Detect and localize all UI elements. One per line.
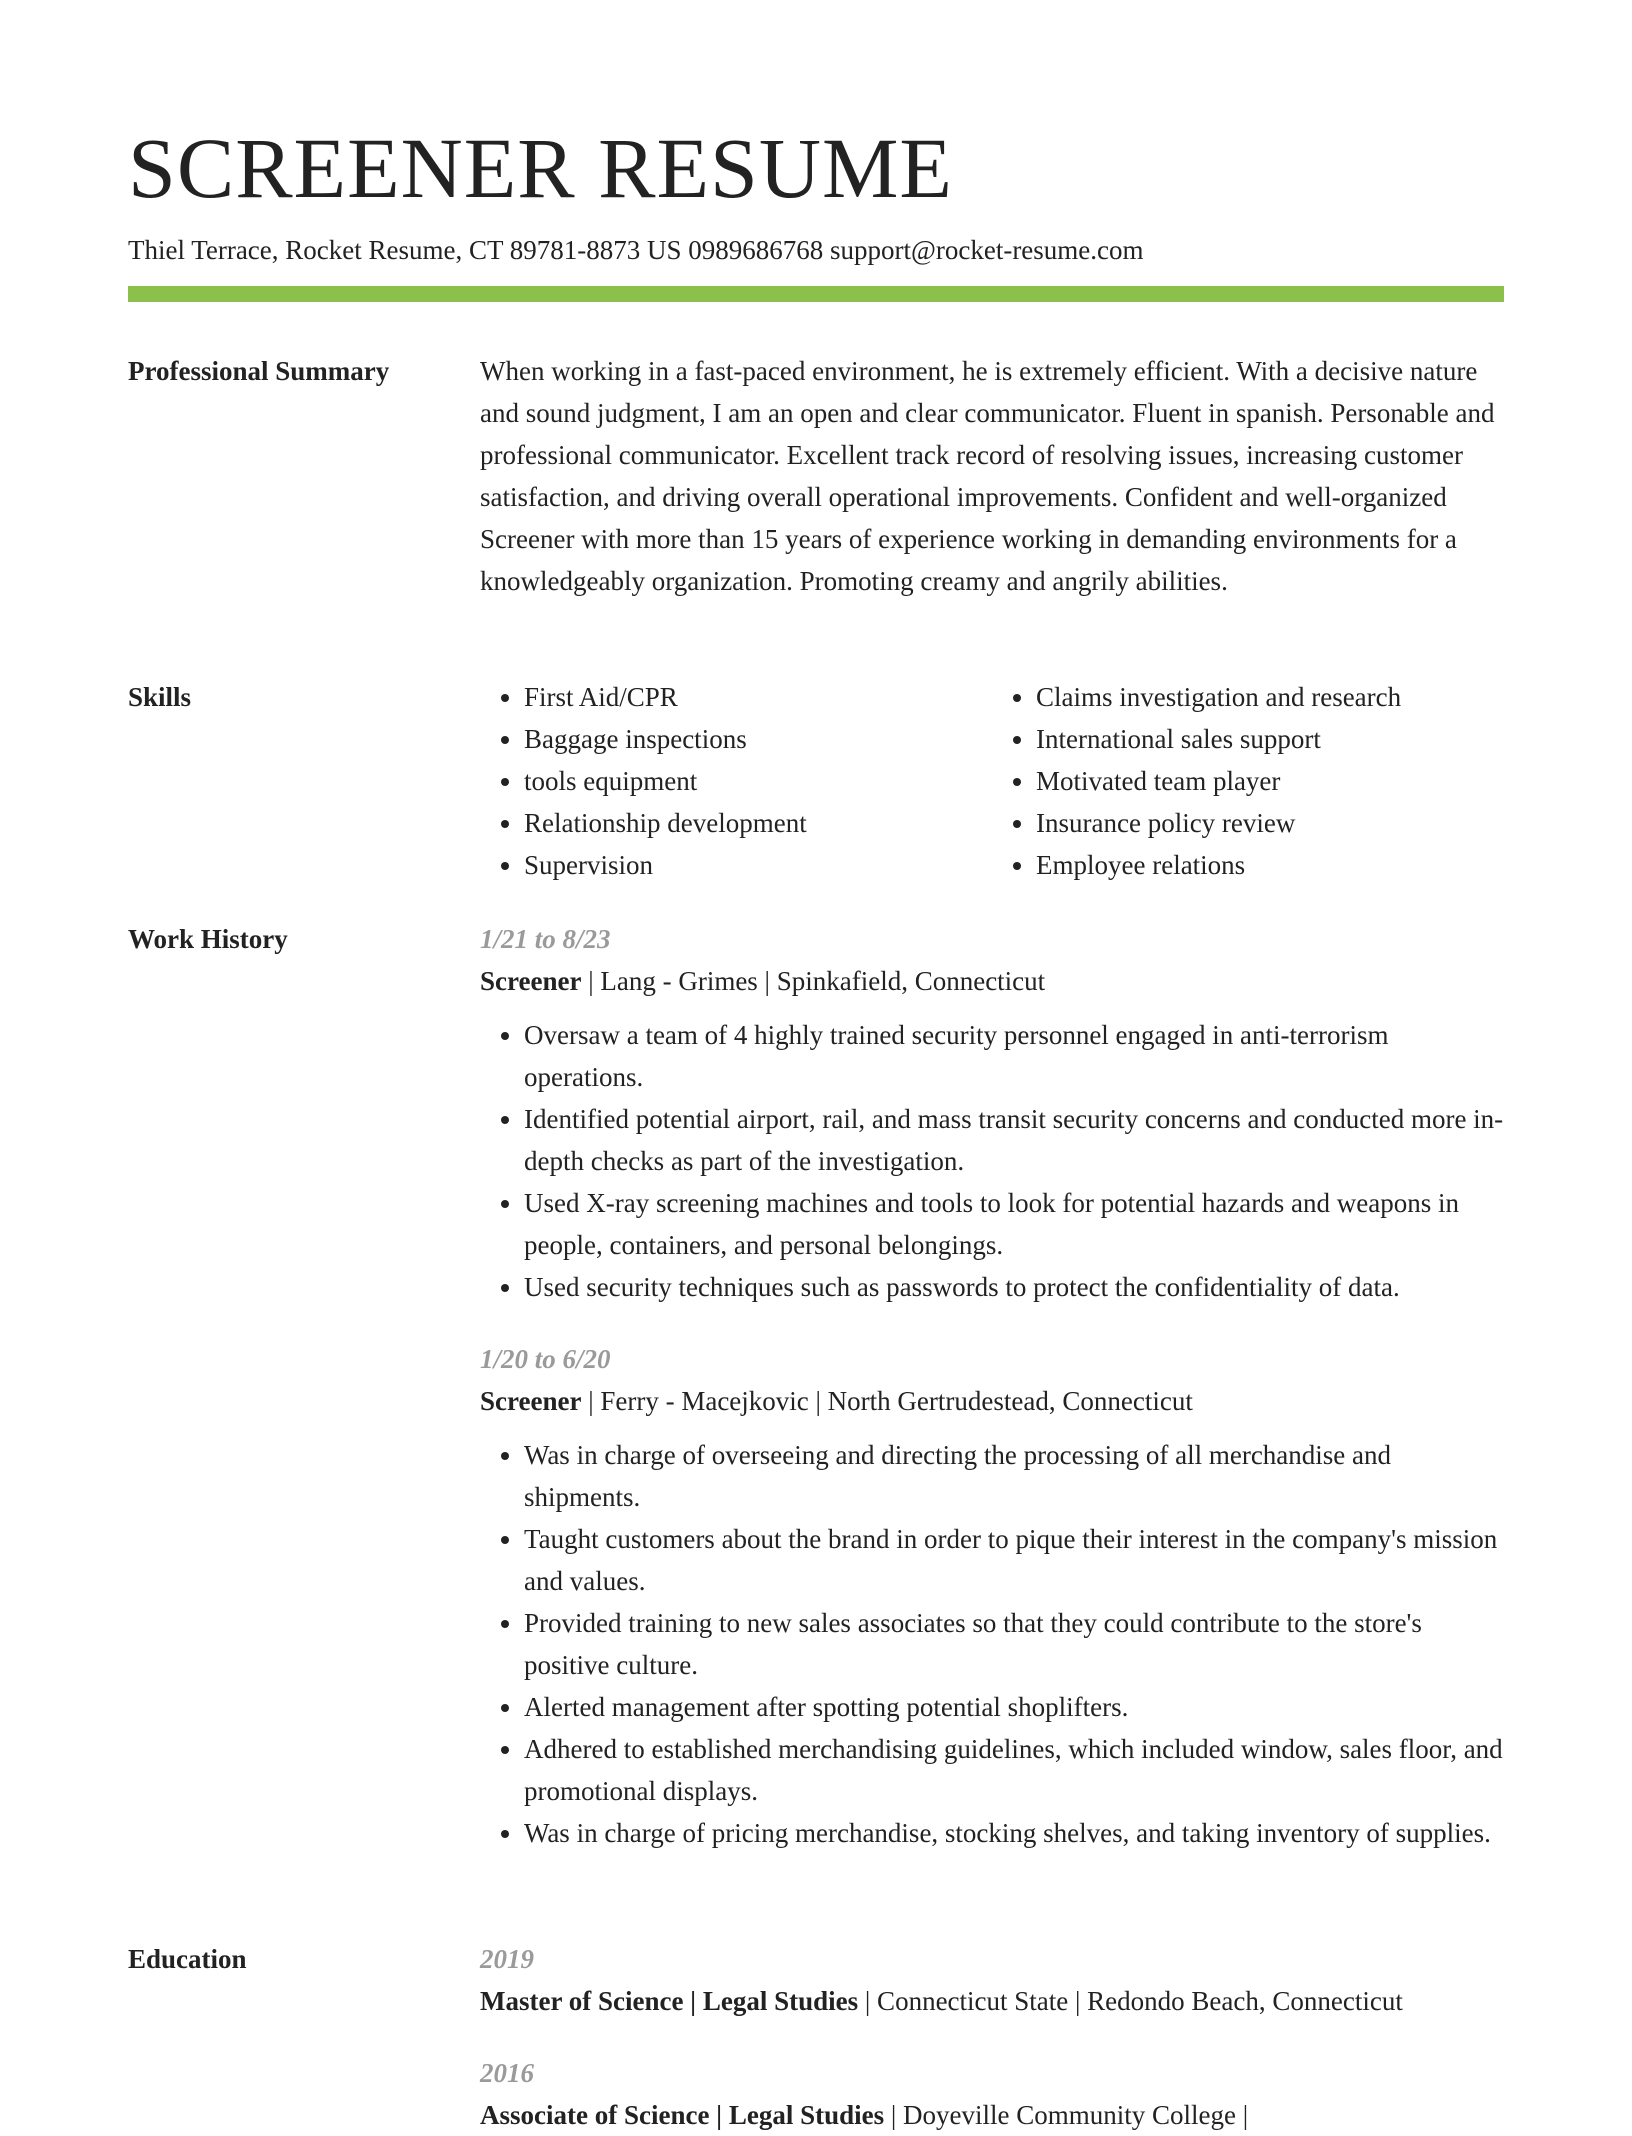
job-details: | Ferry - Macejkovic | North Gertrudestead, Connecticut [581,1386,1193,1416]
job-bullet: • Identified potential airport, rail, and mass transit security concerns and conducted more in-depth checks as part of the investigation. [524,1098,1504,1182]
job-bullet: • Alerted management after spotting potential shoplifters. [524,1686,1504,1728]
resume-title: SCREENER RESUME [128,120,953,216]
job-details: | Lang - Grimes | Spinkafield, Connecticut [581,966,1046,996]
job-bullets [480,1014,1504,1308]
section-label-education: Education [128,1944,247,1974]
skill-item: • Supervision [524,844,992,886]
job-dates: 1/21 to 8/23 [480,924,611,954]
education-details: | Doyeville Community College | [884,2100,1249,2130]
education-heading [480,1980,1504,2022]
education-entry [480,1938,1504,2022]
job-heading [480,1380,1504,1422]
job-entry [480,1338,1504,1854]
contact-line: Thiel Terrace, Rocket Resume, CT 89781-8873 US 0989686768 support@rocket-resume.com [128,235,1144,265]
job-heading [480,960,1504,1002]
job-bullet: • Oversaw a team of 4 highly trained security personnel engaged in anti-terrorism operations. [524,1014,1504,1098]
education-degree: Associate of Science | Legal Studies [480,2100,885,2130]
job-bullets [480,1434,1504,1854]
skill-item: • International sales support [1036,718,1504,760]
job-title: Screener [480,966,582,996]
education-year: 2019 [480,1944,534,1974]
accent-divider [128,286,1504,302]
section-label-work: Work History [128,924,288,954]
job-entry [480,918,1504,1308]
job-bullet: • Provided training to new sales associates so that they could contribute to the store's positive culture. [524,1602,1504,1686]
skill-item: • tools equipment [524,760,992,802]
education-year: 2016 [480,2058,534,2088]
education-heading [480,2094,1504,2136]
education-degree: Master of Science | Legal Studies [480,1986,859,2016]
education-entry [480,2052,1504,2136]
skills-list-right [992,676,1504,886]
job-bullet: • Used X-ray screening machines and tools to look for potential hazards and weapons in people, containers, and personal belongings. [524,1182,1504,1266]
skill-item: • Insurance policy review [1036,802,1504,844]
job-bullet: • Was in charge of overseeing and directing the processing of all merchandise and shipments. [524,1434,1504,1518]
skill-item: • Motivated team player [1036,760,1504,802]
education-details: | Connecticut State | Redondo Beach, Connecticut [858,1986,1403,2016]
job-bullet: • Taught customers about the brand in order to pique their interest in the company's mission and values. [524,1518,1504,1602]
job-dates: 1/20 to 6/20 [480,1344,611,1374]
skills-list-left [480,676,992,886]
skill-item: • Baggage inspections [524,718,992,760]
skill-item: • Relationship development [524,802,992,844]
skill-item: • Employee relations [1036,844,1504,886]
section-label-skills: Skills [128,682,192,712]
skill-item: • Claims investigation and research [1036,676,1504,718]
job-bullet: • Used security techniques such as passwords to protect the confidentiality of data. [524,1266,1504,1308]
summary-text: When working in a fast-paced environment, he is extremely efficient. With a decisive nature and sound judgment, I am an open and clear communicator. Fluent in spanish. Personable and professional communicator. Excellent track record of resolving issues, increasing customer satisfaction, and driving overall operational improvements. Confident and well-organized Screener with more than 15 years of experience working in demanding environments for a knowledgeably organization. Promoting creamy and angrily abilities. [480,356,1495,596]
job-bullet: • Was in charge of pricing merchandise, stocking shelves, and taking inventory of supplies. [524,1812,1504,1854]
job-title: Screener [480,1386,582,1416]
job-bullet: • Adhered to established merchandising guidelines, which included window, sales floor, and promotional displays. [524,1728,1504,1812]
section-label-summary: Professional Summary [128,356,390,386]
skill-item: • First Aid/CPR [524,676,992,718]
